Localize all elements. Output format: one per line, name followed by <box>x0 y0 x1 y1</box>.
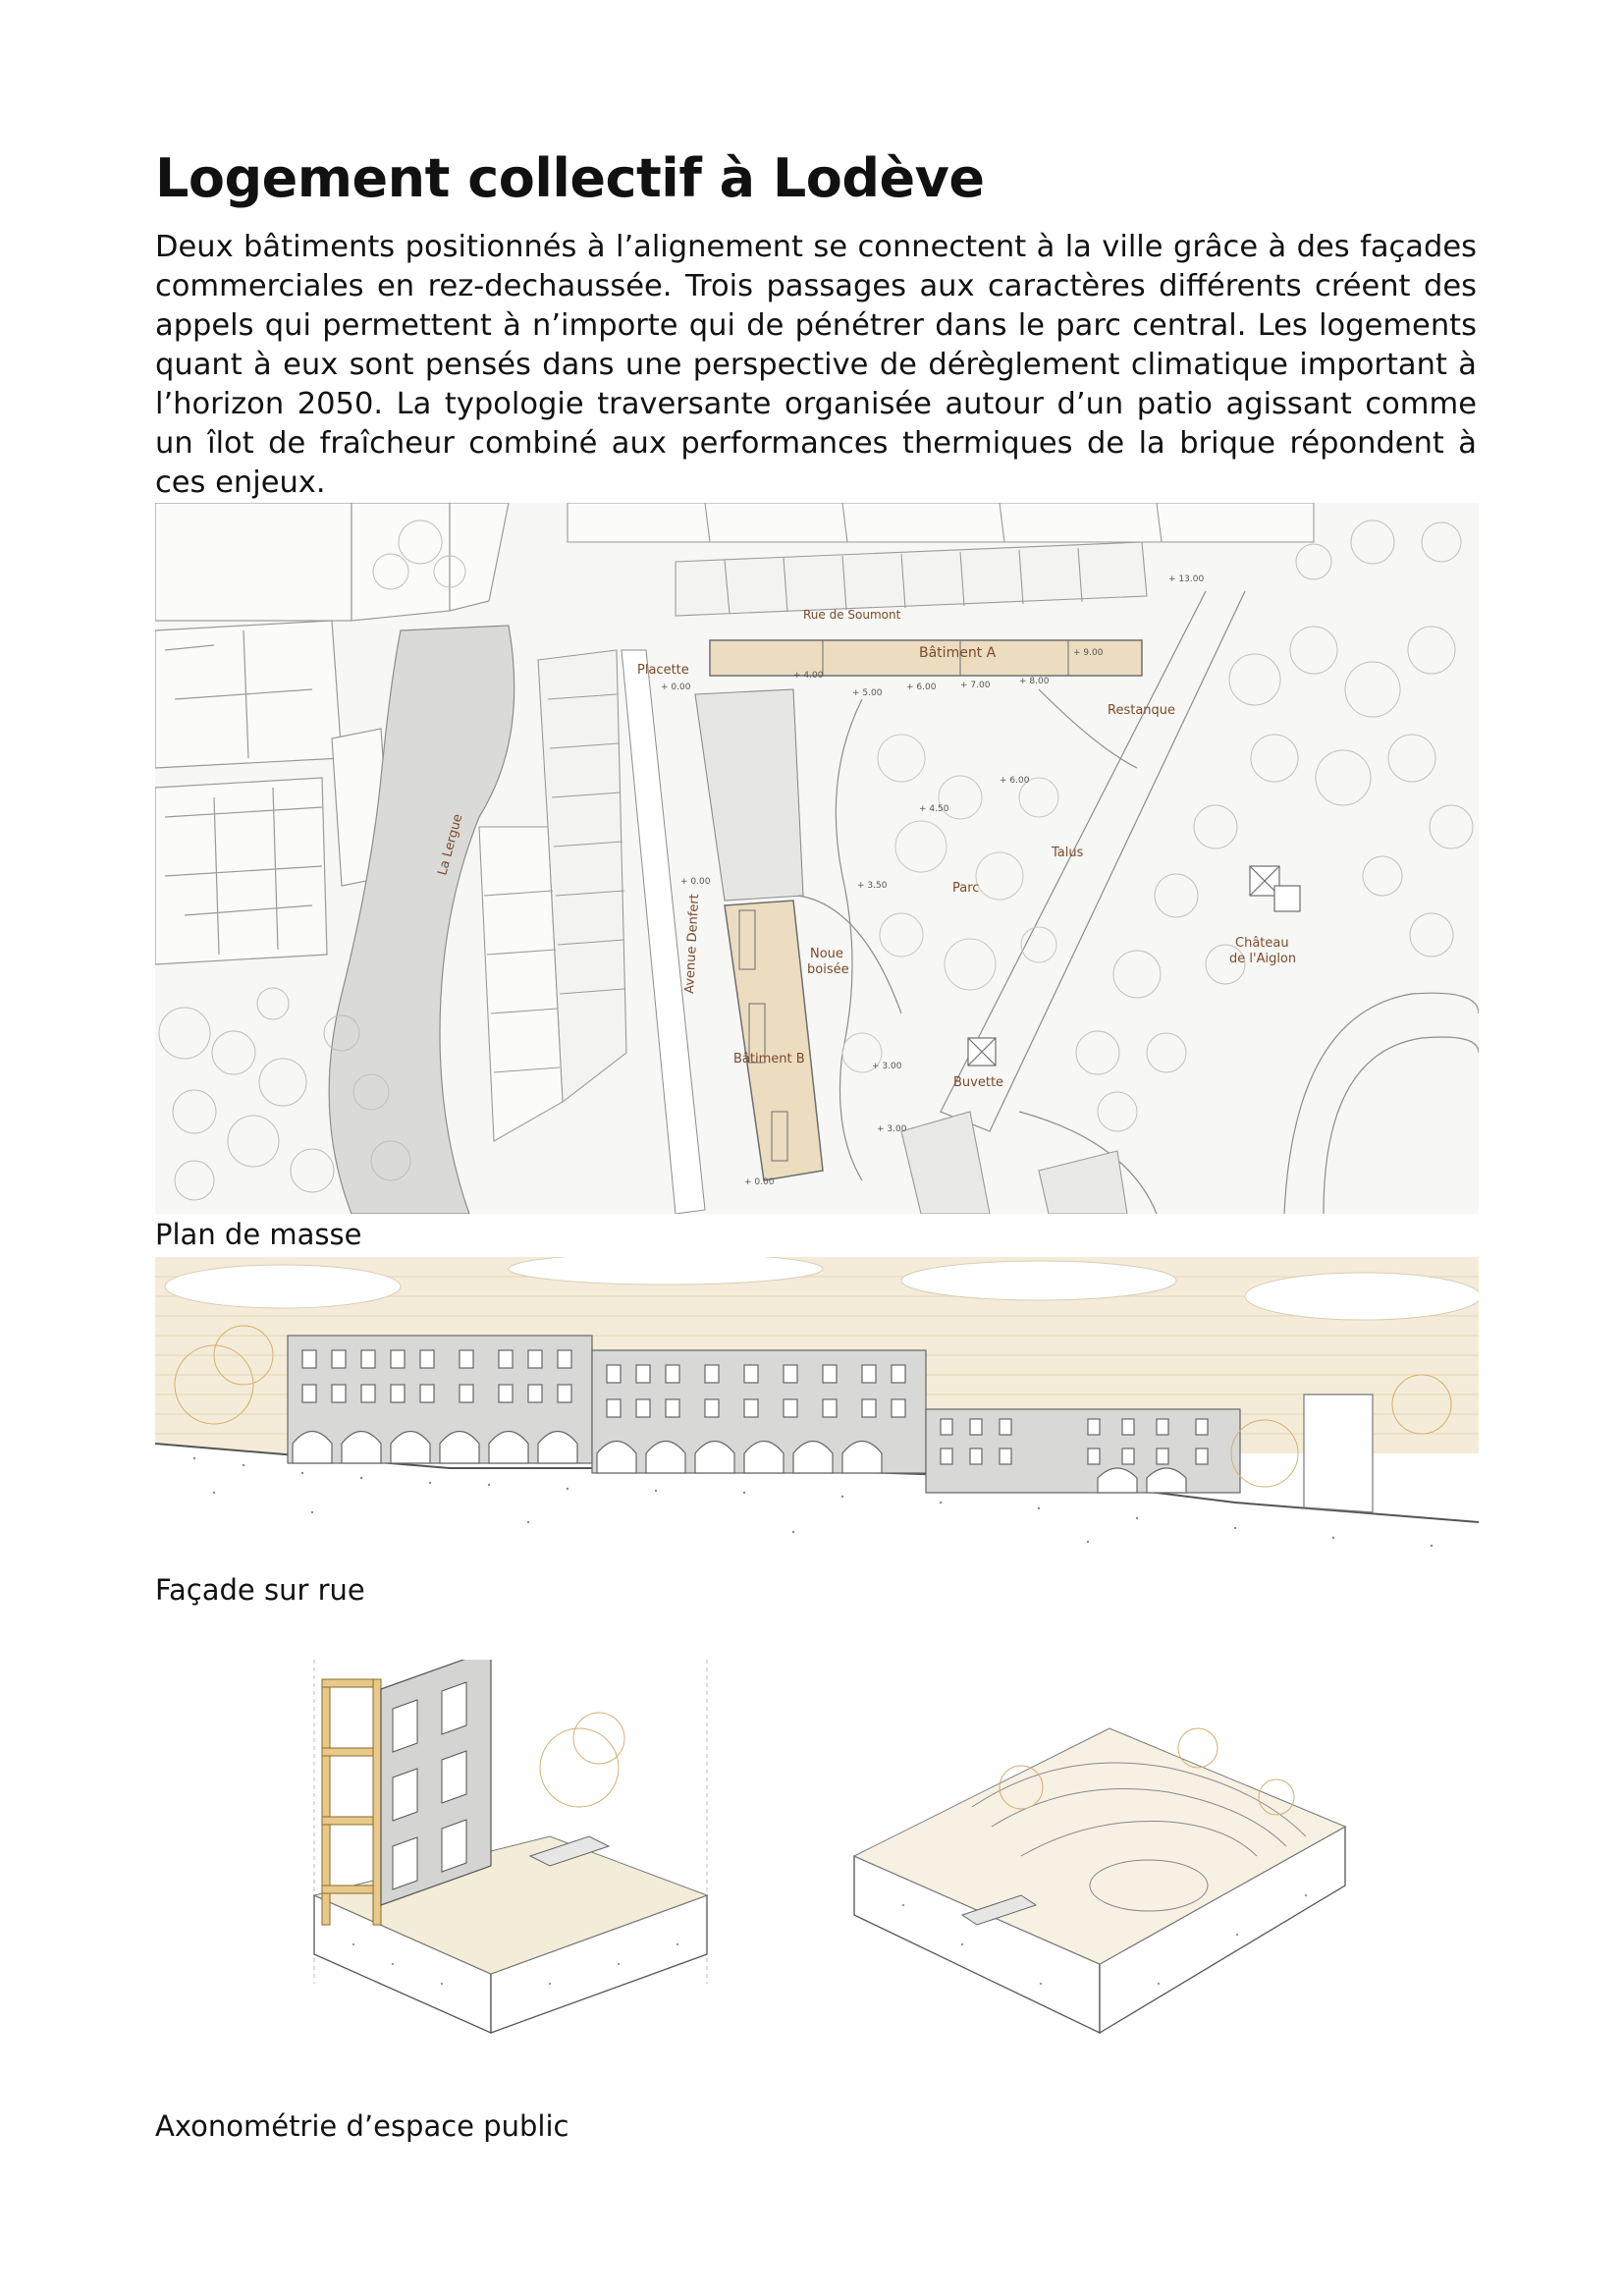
caption-axonometry: Axonométrie d’espace public <box>155 2109 569 2143</box>
plan-label-talus: Talus <box>1052 846 1084 860</box>
level-000c: + 0.00 <box>744 1177 775 1187</box>
level-600a: + 6.00 <box>906 683 937 692</box>
plan-label-batiment-a: Bâtiment A <box>919 645 997 661</box>
axo-timber-section <box>322 1679 381 1925</box>
caption-plan: Plan de masse <box>155 1218 362 1251</box>
caption-facade: Façade sur rue <box>155 1573 365 1607</box>
page-title: Logement collectif à Lodève <box>155 147 985 209</box>
plan-label-buvette: Buvette <box>953 1075 1004 1090</box>
level-600b: + 6.00 <box>1000 776 1030 786</box>
axonometry-park <box>844 1709 1355 2043</box>
level-700: + 7.00 <box>960 681 991 690</box>
level-350: + 3.50 <box>857 881 888 891</box>
plan-label-batiment-b: Bâtiment B <box>733 1052 805 1066</box>
level-800: + 8.00 <box>1019 677 1050 686</box>
buvette <box>968 1038 996 1066</box>
level-900: + 9.00 <box>1073 648 1104 658</box>
intro-paragraph: Deux bâtiments positionnés à l’alignement se connectent à la ville grâce à des façades commerciales en rez-dechaussée. Trois passages aux caractères différents créent des appels qui permettent à n’importe qui de pénétrer dans le parc central. Les logements quant à eux sont pensés dans une perspective de dérèglement climatique important à l’horizon 2050. La typologie traversante organisée autour d’un patio agissant comme un îlot de fraîcheur combiné aux performances thermiques de la brique répondent à ces enjeux. <box>155 230 1477 500</box>
level-300a: + 3.00 <box>872 1062 902 1071</box>
plan-label-placette: Placette <box>637 663 689 678</box>
axonometry-building <box>295 1660 727 2043</box>
facade-building-1 <box>288 1336 592 1463</box>
plan-label-noue: Noue <box>810 947 843 961</box>
facade-building-3 <box>926 1409 1240 1493</box>
facade-building-2 <box>592 1350 926 1473</box>
plan-label-aiglon: de l'Aiglon <box>1229 952 1297 966</box>
plan-label-parc: Parc <box>952 881 980 896</box>
level-000b: + 0.00 <box>680 877 711 887</box>
plan-label-boisee: boisée <box>807 962 849 977</box>
existing-building <box>695 689 803 901</box>
level-300b: + 3.00 <box>877 1124 907 1134</box>
level-400: + 4.00 <box>793 671 824 681</box>
neighbour-house <box>1304 1394 1373 1512</box>
plan-label-rue: Rue de Soumont <box>803 608 901 622</box>
buildings-bottom <box>901 1112 1127 1214</box>
level-450: + 4.50 <box>919 804 949 814</box>
level-1300: + 13.00 <box>1168 574 1205 584</box>
plan-label-avenue: Avenue Denfert <box>682 893 703 995</box>
chateau-aiglon <box>1250 866 1300 911</box>
level-000a: + 0.00 <box>661 683 691 692</box>
axo-tree <box>540 1713 624 1807</box>
plan-label-restanque: Restanque <box>1108 703 1176 718</box>
level-500: + 5.00 <box>852 688 883 698</box>
site-plan <box>155 503 1479 1214</box>
plan-label-lergue: La Lergue <box>435 812 466 878</box>
batiment-b <box>725 901 823 1180</box>
plan-label-chateau: Château <box>1235 936 1289 951</box>
street-facade <box>155 1257 1479 1561</box>
